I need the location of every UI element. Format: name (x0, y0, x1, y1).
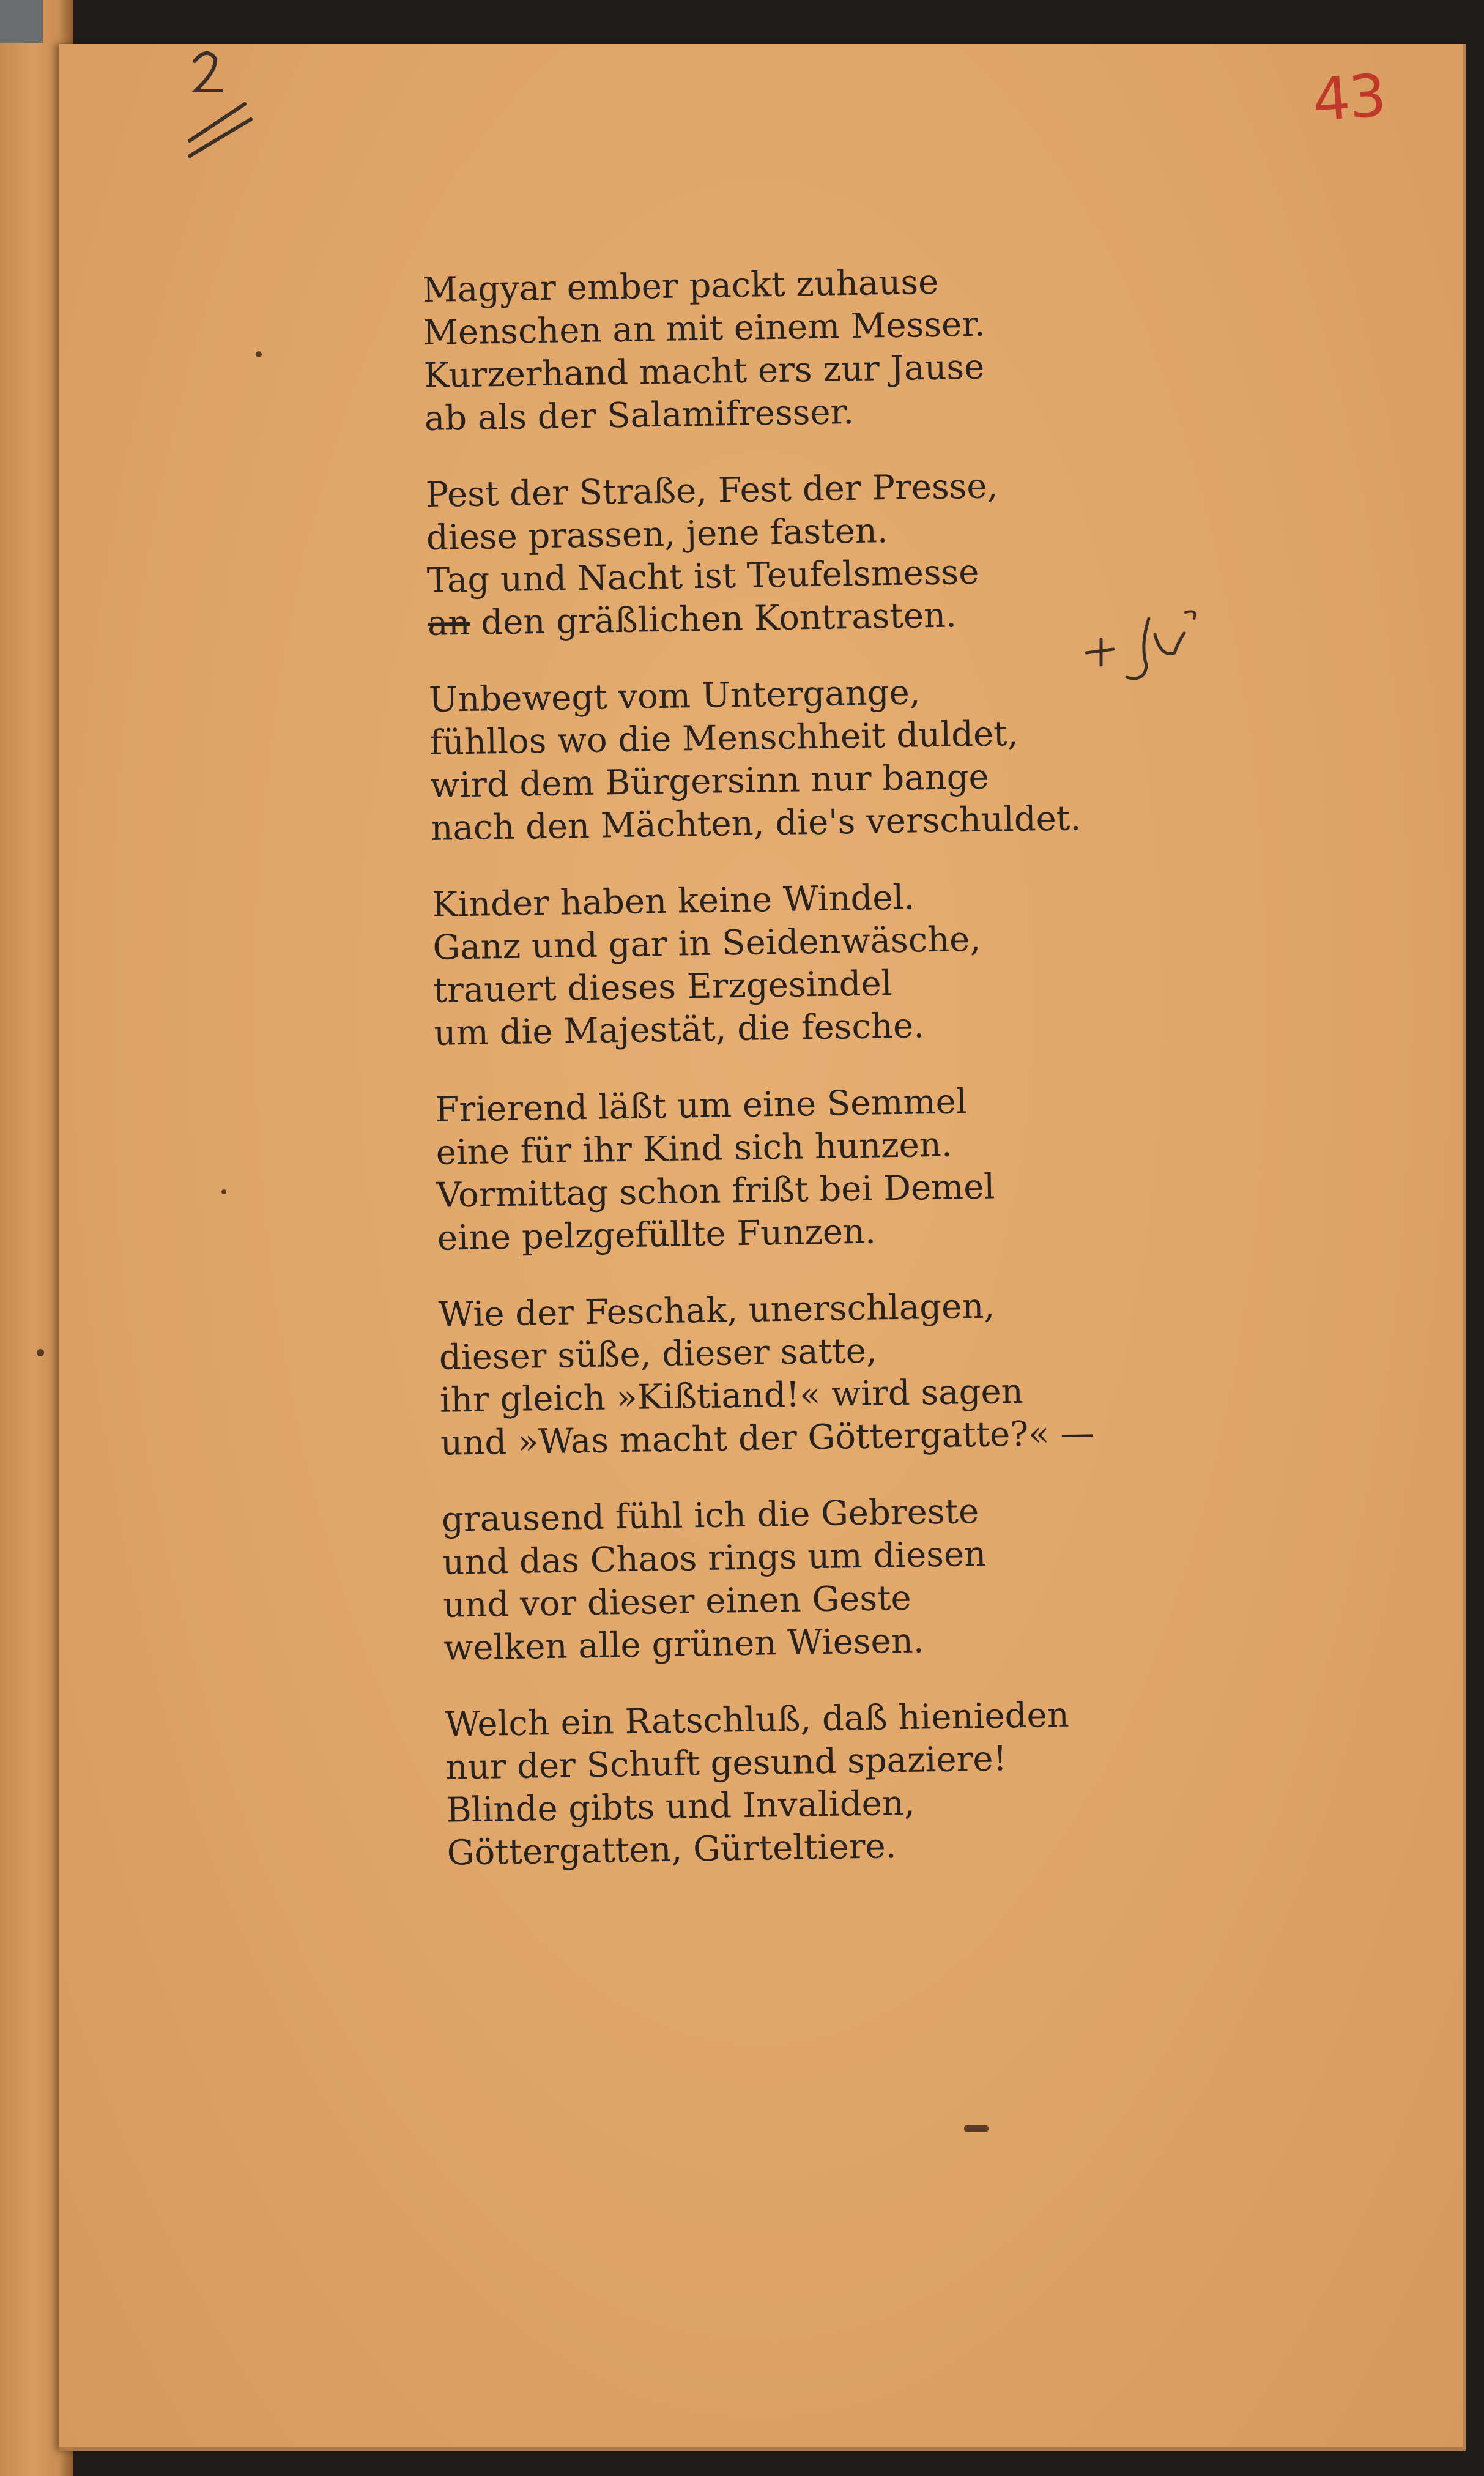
poem-line: und »Was macht der Göttergatte?« — (440, 1413, 1095, 1463)
poem-line: ab als der Salamifresser. (424, 392, 855, 439)
poem-line: nur der Schuft gesund spaziere! (445, 1739, 1007, 1788)
poem-line: Ganz und gar in Seidenwäsche, (432, 919, 981, 968)
dark-corner-tab (0, 0, 43, 43)
poem-line: Pest der Straße, Fest der Presse, (425, 466, 998, 515)
pencil-corner-mark (177, 43, 257, 159)
stanza-1 (422, 258, 1159, 441)
poem-line: um die Majestät, die fesche. (434, 1006, 925, 1054)
poem-text (422, 258, 1182, 1909)
paper-speck (37, 1349, 44, 1356)
poem-line: fühllos wo die Menschheit duldet, (429, 713, 1018, 763)
poem-line: Göttergatten, Gürteltiere. (447, 1826, 897, 1873)
poem-line: eine pelzgefüllte Funzen. (437, 1211, 877, 1258)
poem-line: den gräßlichen Kontrasten. (480, 595, 957, 643)
poem-line: Blinde gibts und Invaliden, (446, 1783, 916, 1831)
poem-line: Vormittag schon frißt bei Demel (436, 1167, 995, 1216)
poem-line: diese prassen, jene fasten. (426, 511, 889, 558)
stanza-6 (438, 1282, 1174, 1465)
page-number: 43 (1310, 61, 1387, 135)
stanza-7 (442, 1487, 1178, 1670)
stanza-3 (429, 667, 1165, 850)
poem-line: Magyar ember packt zuhause (422, 262, 939, 310)
poem-line: welken alle grünen Wiesen. (443, 1621, 925, 1668)
struck-word: an (427, 603, 471, 644)
poem-line: dieser süße, dieser satte, (439, 1331, 878, 1378)
paper-speck (964, 2125, 989, 2132)
stanza-8 (445, 1692, 1181, 1875)
stanza-2 (425, 463, 1162, 645)
poem-line: Menschen an mit einem Messer. (423, 304, 986, 353)
poem-line: nach den Mächten, die's verschuldet. (430, 798, 1081, 849)
poem-line: Unbewegt vom Untergange, (428, 672, 921, 720)
poem-line: Frierend läßt um eine Semmel (435, 1082, 968, 1130)
paper-speck (256, 351, 262, 357)
paper-speck (221, 1189, 226, 1194)
poem-line: eine für ihr Kind sich hunzen. (436, 1125, 953, 1173)
stanza-4 (432, 872, 1168, 1055)
poem-line: Kinder haben keine Windel. (431, 877, 915, 925)
poem-line: Tag und Nacht ist Teufelsmesse (426, 552, 979, 601)
poem-line: und vor dieser einen Geste (442, 1578, 912, 1626)
poem-line: Kurzerhand macht ers zur Jause (423, 347, 985, 396)
poem-line: wird dem Bürgersinn nur bange (429, 757, 990, 806)
poem-line: Wie der Feschak, unerschlagen, (438, 1286, 995, 1335)
stanza-5 (435, 1077, 1171, 1260)
poem-line: trauert dieses Erzgesindel (433, 964, 892, 1011)
poem-line: ihr gleich »Kißtiand!« wird sagen (439, 1371, 1024, 1421)
poem-line: und das Chaos rings um diesen (442, 1534, 987, 1583)
poem-line: grausend fühl ich die Gebreste (441, 1491, 979, 1540)
poem-line: Welch ein Ratschluß, daß hienieden (444, 1695, 1070, 1745)
